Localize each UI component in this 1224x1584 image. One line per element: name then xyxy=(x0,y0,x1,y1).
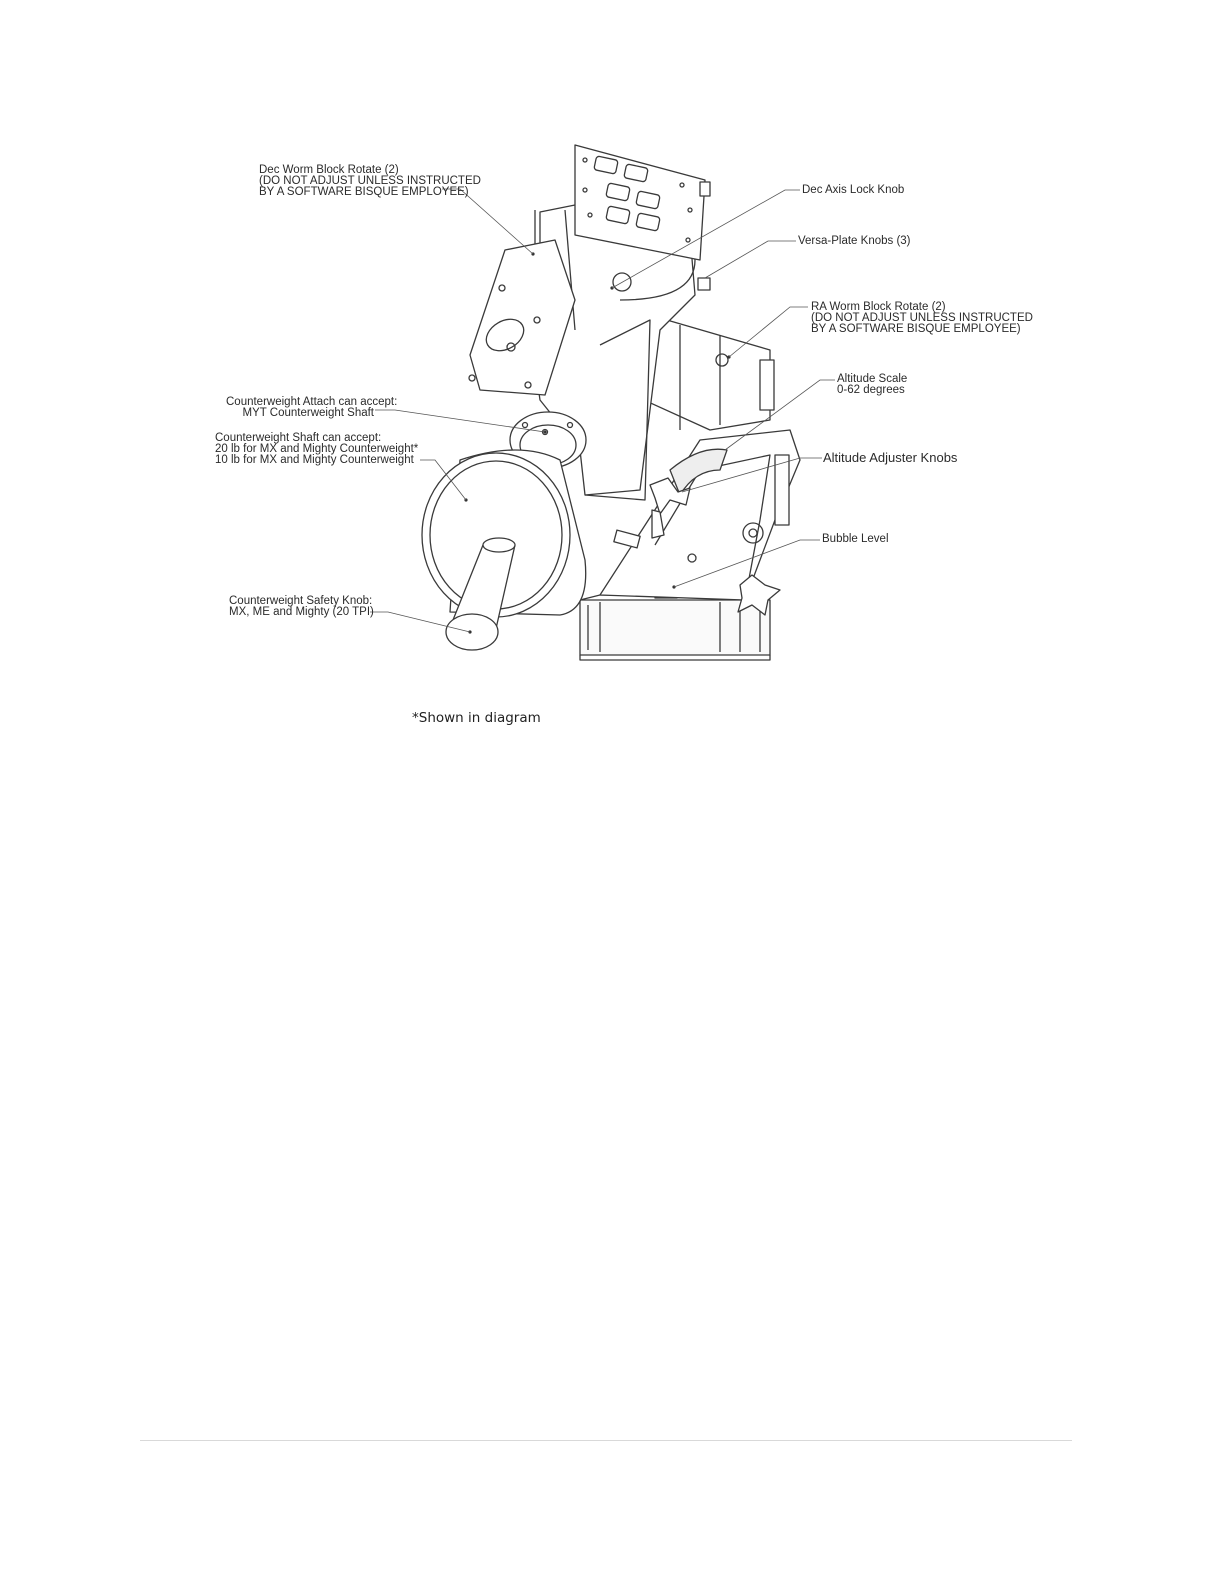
label-line: MYT Counterweight Shaft xyxy=(242,407,374,419)
label-dec-axis-lock-knob xyxy=(802,185,904,196)
label-line: MX, ME and Mighty (20 TPI) xyxy=(229,606,374,618)
label-line: Altitude Adjuster Knobs xyxy=(823,450,958,465)
label-versa-plate-knobs xyxy=(798,236,911,247)
label-altitude-adjuster-knobs xyxy=(823,451,957,465)
label-counterweight-shaft xyxy=(215,433,418,466)
label-line: BY A SOFTWARE BISQUE EMPLOYEE) xyxy=(259,186,469,198)
label-line: (DO NOT ADJUST UNLESS INSTRUCTED xyxy=(259,175,481,187)
label-line: Counterweight Safety Knob: xyxy=(229,595,373,607)
label-line: Dec Axis Lock Knob xyxy=(802,184,905,196)
label-line: RA Worm Block Rotate (2) xyxy=(811,301,946,313)
label-line: Counterweight Shaft can accept: xyxy=(215,432,382,444)
label-line: Bubble Level xyxy=(822,533,889,545)
label-counterweight-safety-knob xyxy=(229,596,374,618)
label-line: Altitude Scale xyxy=(837,373,908,385)
telescope-mount-diagram xyxy=(0,0,1224,760)
label-line: Dec Worm Block Rotate (2) xyxy=(259,164,399,176)
label-altitude-scale xyxy=(837,374,907,396)
label-ra-worm-block xyxy=(811,302,1033,335)
label-line: 0-62 degrees xyxy=(837,384,905,396)
label-dec-worm-block xyxy=(259,165,481,198)
label-line: 20 lb for MX and Mighty Counterweight* xyxy=(215,443,419,455)
label-line: Versa-Plate Knobs (3) xyxy=(798,235,911,247)
base-knob xyxy=(738,575,780,615)
diagram-footnote: *Shown in diagram xyxy=(412,710,541,726)
label-line: Counterweight Attach can accept: xyxy=(226,396,398,408)
label-line: (DO NOT ADJUST UNLESS INSTRUCTED xyxy=(811,312,1033,324)
label-counterweight-attach xyxy=(226,396,398,419)
label-bubble-level xyxy=(822,534,889,545)
footer-divider xyxy=(140,1440,1072,1441)
label-line: 10 lb for MX and Mighty Counterweight xyxy=(215,454,414,466)
label-line: BY A SOFTWARE BISQUE EMPLOYEE) xyxy=(811,323,1021,335)
mount-drawing xyxy=(0,0,1224,760)
